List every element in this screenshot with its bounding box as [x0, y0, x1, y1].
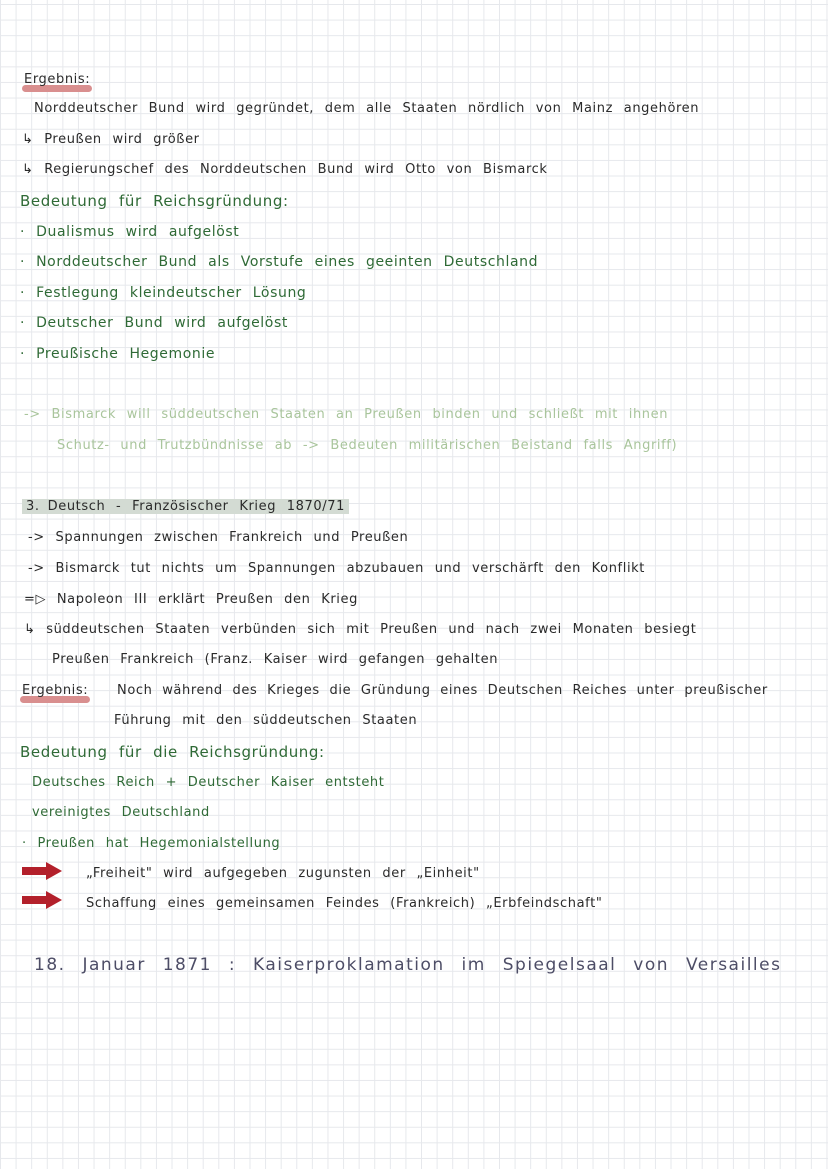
note-line: Schutz- und Trutzbündnisse ab -> Bedeuten militärischen Beistand falls Angriff) — [57, 438, 678, 453]
result-label: Ergebnis: — [24, 72, 91, 87]
result-label: Ergebnis: — [22, 683, 89, 698]
text-line: Norddeutscher Bund wird gegründet, dem alle Staaten nördlich von Mainz angehören — [34, 101, 700, 116]
text-line: ↳ Regierungschef des Norddeutschen Bund wird Otto von Bismarck — [22, 162, 548, 177]
arrow-right-icon — [22, 862, 62, 880]
meaning-point: vereinigtes Deutschland — [32, 805, 210, 820]
note-line: -> Bismarck will süddeutschen Staaten an Preußen binden und schließt mit ihnen — [24, 407, 669, 422]
arrow-right-icon — [22, 891, 62, 909]
arrow-point: „Freiheit" wird aufgegeben zugunsten der „Einheit" — [86, 866, 480, 881]
section-number: 3. — [22, 499, 44, 514]
text-line: ↳ Preußen wird größer — [22, 132, 200, 147]
text-line: -> Bismarck tut nichts um Spannungen abzubauen und verschärft den Konflikt — [28, 561, 645, 576]
meaning-point: Deutsches Reich + Deutscher Kaiser entsteht — [32, 775, 385, 790]
text-line: =▷ Napoleon III erklärt Preußen den Krieg — [24, 592, 358, 607]
meaning-point: · Norddeutscher Bund als Vorstufe eines geeinten Deutschland — [20, 254, 539, 270]
text-line: Preußen Frankreich (Franz. Kaiser wird gefangen gehalten — [52, 652, 499, 667]
text-line: ↳ süddeutschen Staaten verbünden sich mit Preußen und nach zwei Monaten besiegt — [24, 622, 697, 637]
meaning-point: · Preußen hat Hegemonialstellung — [22, 836, 281, 851]
section-title: Deutsch - Französischer Krieg 1870/71 — [44, 499, 349, 514]
text-line: Führung mit den süddeutschen Staaten — [114, 713, 418, 728]
text-line: -> Spannungen zwischen Frankreich und Preußen — [28, 530, 409, 545]
section-heading — [22, 499, 349, 514]
arrow-point: Schaffung eines gemeinsamen Feindes (Frankreich) „Erbfeindschaft" — [86, 896, 603, 911]
meaning-point: · Festlegung kleindeutscher Lösung — [20, 285, 307, 301]
meaning-point: · Preußische Hegemonie — [20, 346, 216, 362]
meaning-heading: Bedeutung für die Reichsgründung: — [20, 743, 325, 761]
text-line: Noch während des Krieges die Gründung eines Deutschen Reiches unter preußischer — [117, 683, 768, 698]
meaning-point: · Deutscher Bund wird aufgelöst — [20, 315, 288, 331]
meaning-point: · Dualismus wird aufgelöst — [20, 224, 240, 240]
footer-line: 18. Januar 1871 : Kaiserproklamation im Spiegelsaal von Versailles — [34, 955, 782, 975]
meaning-heading: Bedeutung für Reichsgründung: — [20, 192, 289, 210]
